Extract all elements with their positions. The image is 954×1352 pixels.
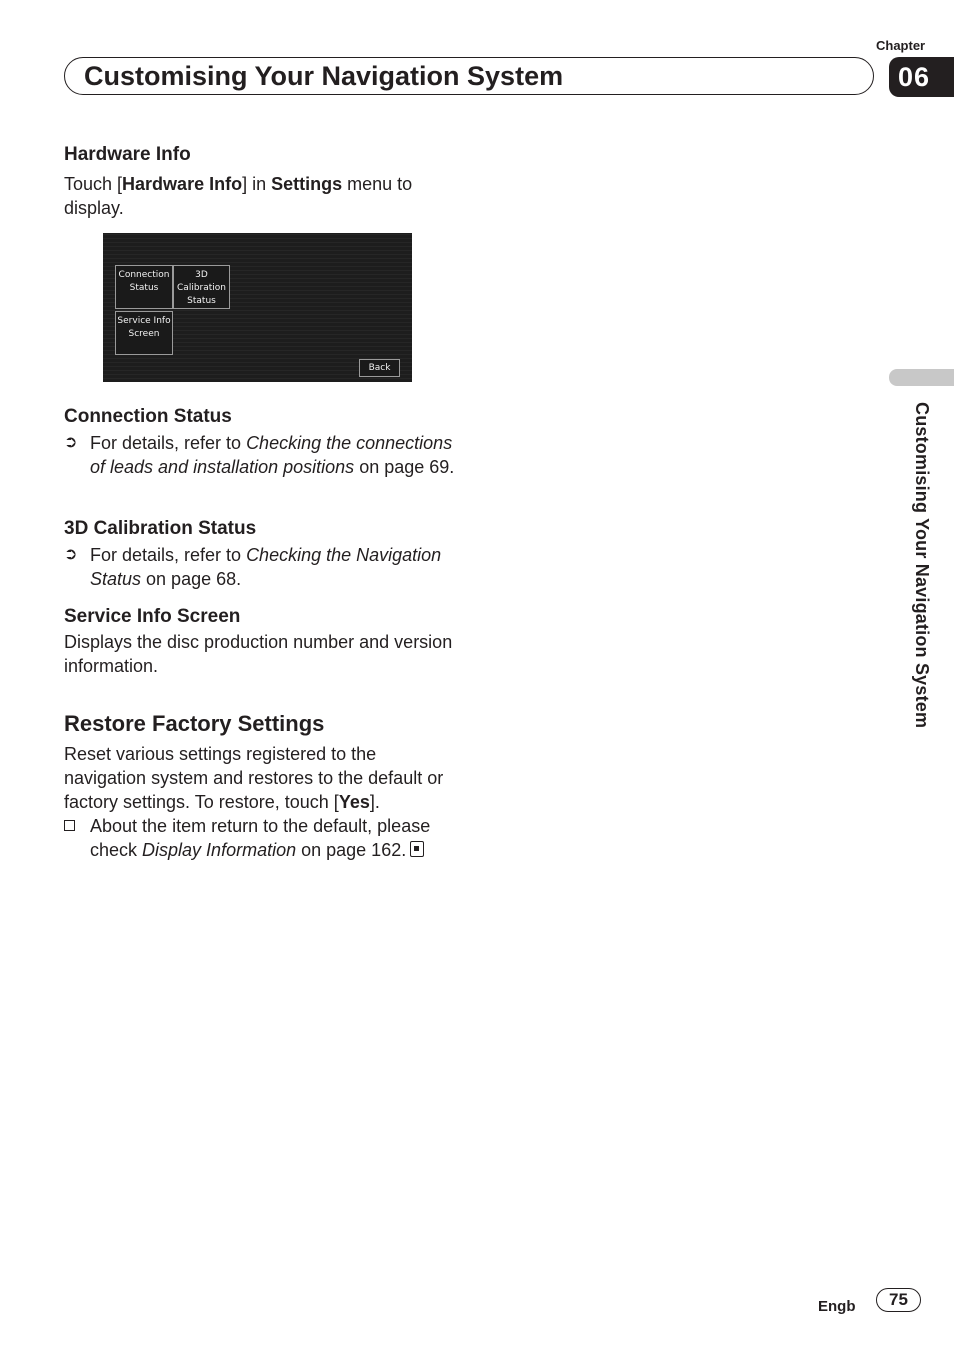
chapter-number-tab: 06 xyxy=(889,57,954,97)
button-label: Back xyxy=(368,363,391,373)
button-label: 3D xyxy=(195,270,208,280)
calibration-status-heading: 3D Calibration Status xyxy=(64,518,257,539)
hardware-info-section xyxy=(64,143,456,220)
bullet-text: For details, refer to xyxy=(90,433,247,453)
service-info-section xyxy=(64,605,456,678)
connection-status-bullet xyxy=(64,431,456,479)
hardware-info-heading: Hardware Info xyxy=(64,144,191,165)
cross-reference: Display Information xyxy=(142,840,297,860)
footer-language: Engb xyxy=(818,1298,856,1315)
button-label: Screen xyxy=(128,329,160,339)
restore-note xyxy=(64,814,456,862)
hardware-info-intro xyxy=(64,172,456,220)
restore-heading: Restore Factory Settings xyxy=(64,711,325,736)
connection-status-section xyxy=(64,405,456,479)
button-label: Service Info xyxy=(117,316,171,326)
note-text: About the item return to the default, please check xyxy=(90,816,431,860)
note-box-icon xyxy=(64,820,75,831)
connection-status-heading: Connection Status xyxy=(64,406,232,427)
service-info-screen-button[interactable] xyxy=(115,311,173,355)
hardware-info-screen-image xyxy=(103,233,412,382)
3d-calibration-status-button[interactable] xyxy=(173,265,230,309)
page-title: Customising Your Navigation System xyxy=(84,61,564,91)
note-text: on page 162. xyxy=(296,840,407,860)
intro-text: Touch [ xyxy=(64,174,123,194)
button-label: Calibration xyxy=(177,283,226,293)
back-button[interactable] xyxy=(359,359,400,377)
cross-reference: Checking the connections of leads and installation positions xyxy=(90,433,453,477)
cross-reference: Checking the Navigation Status xyxy=(90,545,442,589)
intro-hardware-info-term: Hardware Info xyxy=(122,174,243,194)
intro-settings-term: Settings xyxy=(271,174,343,194)
side-running-title: Customising Your Navigation System xyxy=(912,402,932,729)
end-of-section-icon xyxy=(410,841,424,857)
intro-text: menu to display. xyxy=(64,174,413,218)
intro-text: ] in xyxy=(242,174,272,194)
button-label: Status xyxy=(187,296,216,306)
restore-section xyxy=(64,712,456,862)
side-thumb-tab xyxy=(889,369,954,386)
button-label: Status xyxy=(129,283,159,293)
service-info-text: Displays the disc production number and version information. xyxy=(64,632,453,676)
restore-body: Reset various settings registered to the navigation system and restores to the default or factory settings. To restore, touch [ xyxy=(64,744,444,812)
bullet-text: on page 68. xyxy=(141,569,242,589)
connection-status-button[interactable] xyxy=(115,265,173,309)
page-number: 75 xyxy=(876,1288,921,1312)
chapter-label: Chapter xyxy=(876,38,926,53)
calibration-status-section xyxy=(64,517,456,591)
calibration-status-bullet xyxy=(64,543,456,591)
bullet-text: For details, refer to xyxy=(90,545,247,565)
restore-text xyxy=(64,742,456,814)
arrow-bullet-icon: ➲ xyxy=(64,546,78,563)
service-info-heading: Service Info Screen xyxy=(64,606,241,627)
arrow-bullet-icon: ➲ xyxy=(64,434,78,451)
button-label: Connection xyxy=(118,270,170,280)
bullet-text: on page 69. xyxy=(354,457,455,477)
restore-body: ]. xyxy=(369,792,380,812)
yes-term: Yes xyxy=(338,792,370,812)
